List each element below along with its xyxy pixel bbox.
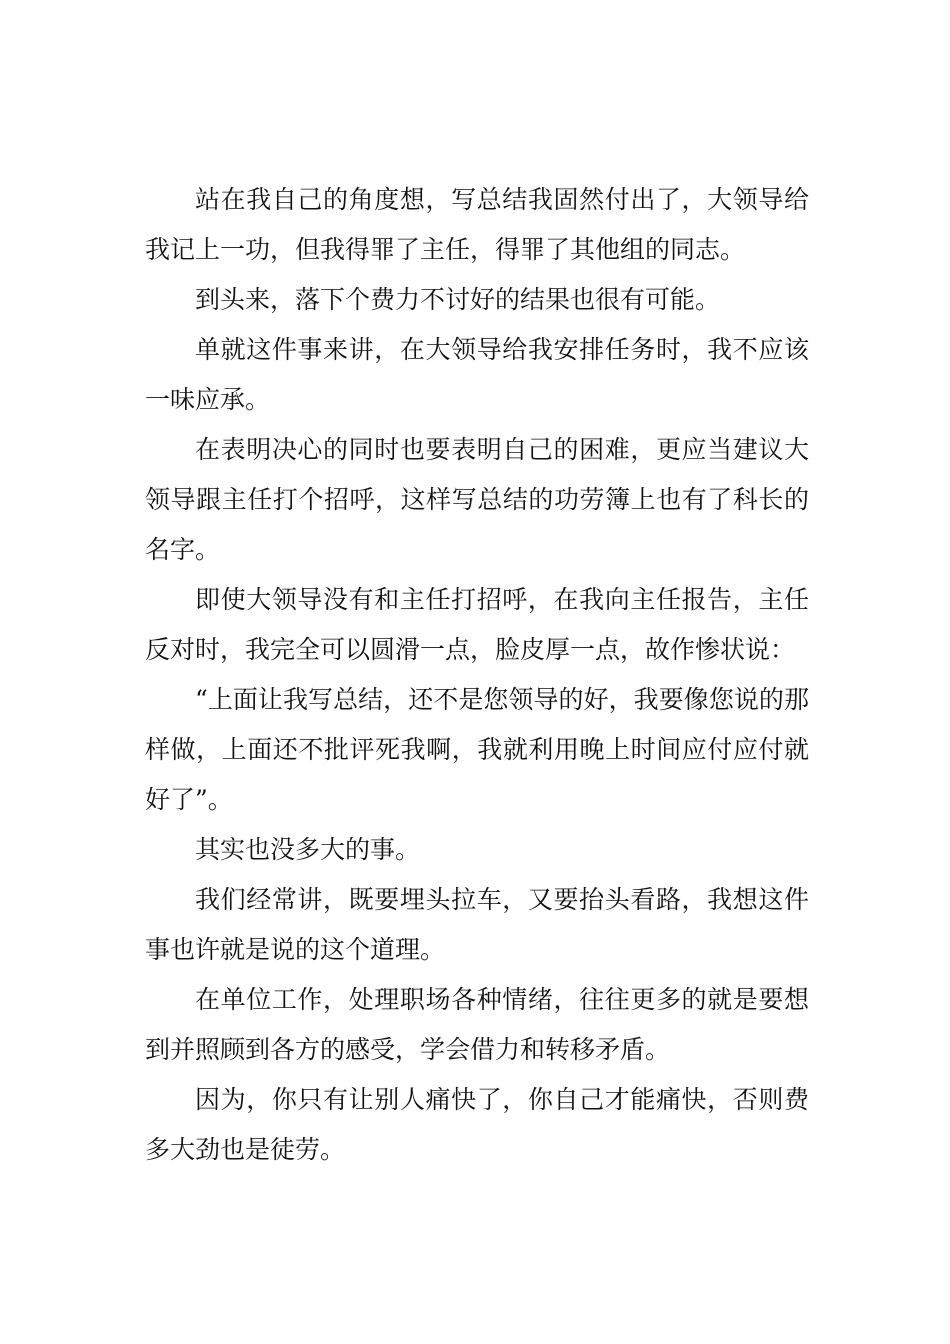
paragraph-6: “上面让我写总结，还不是您领导的好，我要像您说的那样做，上面还不批评死我啊，我就利用晚上时间应付应付就好了”。 bbox=[145, 685, 809, 814]
paragraph-4: 在表明决心的同时也要表明自己的困难，更应当建议大领导跟主任打个招呼，这样写总结的功劳簿上也有了科长的名字。 bbox=[145, 435, 809, 564]
paragraph-9: 在单位工作，处理职场各种情绪，往往更多的就是要想到并照顾到各方的感受，学会借力和转移矛盾。 bbox=[145, 985, 809, 1064]
document-body bbox=[145, 175, 809, 1175]
paragraph-8: 我们经常讲，既要埋头拉车，又要抬头看路，我想这件事也许就是说的这个道理。 bbox=[145, 885, 809, 964]
paragraph-2: 到头来，落下个费力不讨好的结果也很有可能。 bbox=[195, 285, 721, 314]
paragraph-5: 即使大领导没有和主任打招呼，在我向主任报告，主任反对时，我完全可以圆滑一点，脸皮厚一点，故作惨状说： bbox=[145, 585, 809, 664]
paragraph-3: 单就这件事来讲，在大领导给我安排任务时，我不应该一味应承。 bbox=[145, 335, 809, 414]
paragraph-10: 因为，你只有让别人痛快了，你自己才能痛快，否则费多大劲也是徒劳。 bbox=[145, 1085, 809, 1164]
paragraph-1: 站在我自己的角度想，写总结我固然付出了，大领导给我记上一功，但我得罪了主任，得罪了其他组的同志。 bbox=[145, 185, 809, 264]
paragraph-7: 其实也没多大的事。 bbox=[195, 835, 421, 864]
